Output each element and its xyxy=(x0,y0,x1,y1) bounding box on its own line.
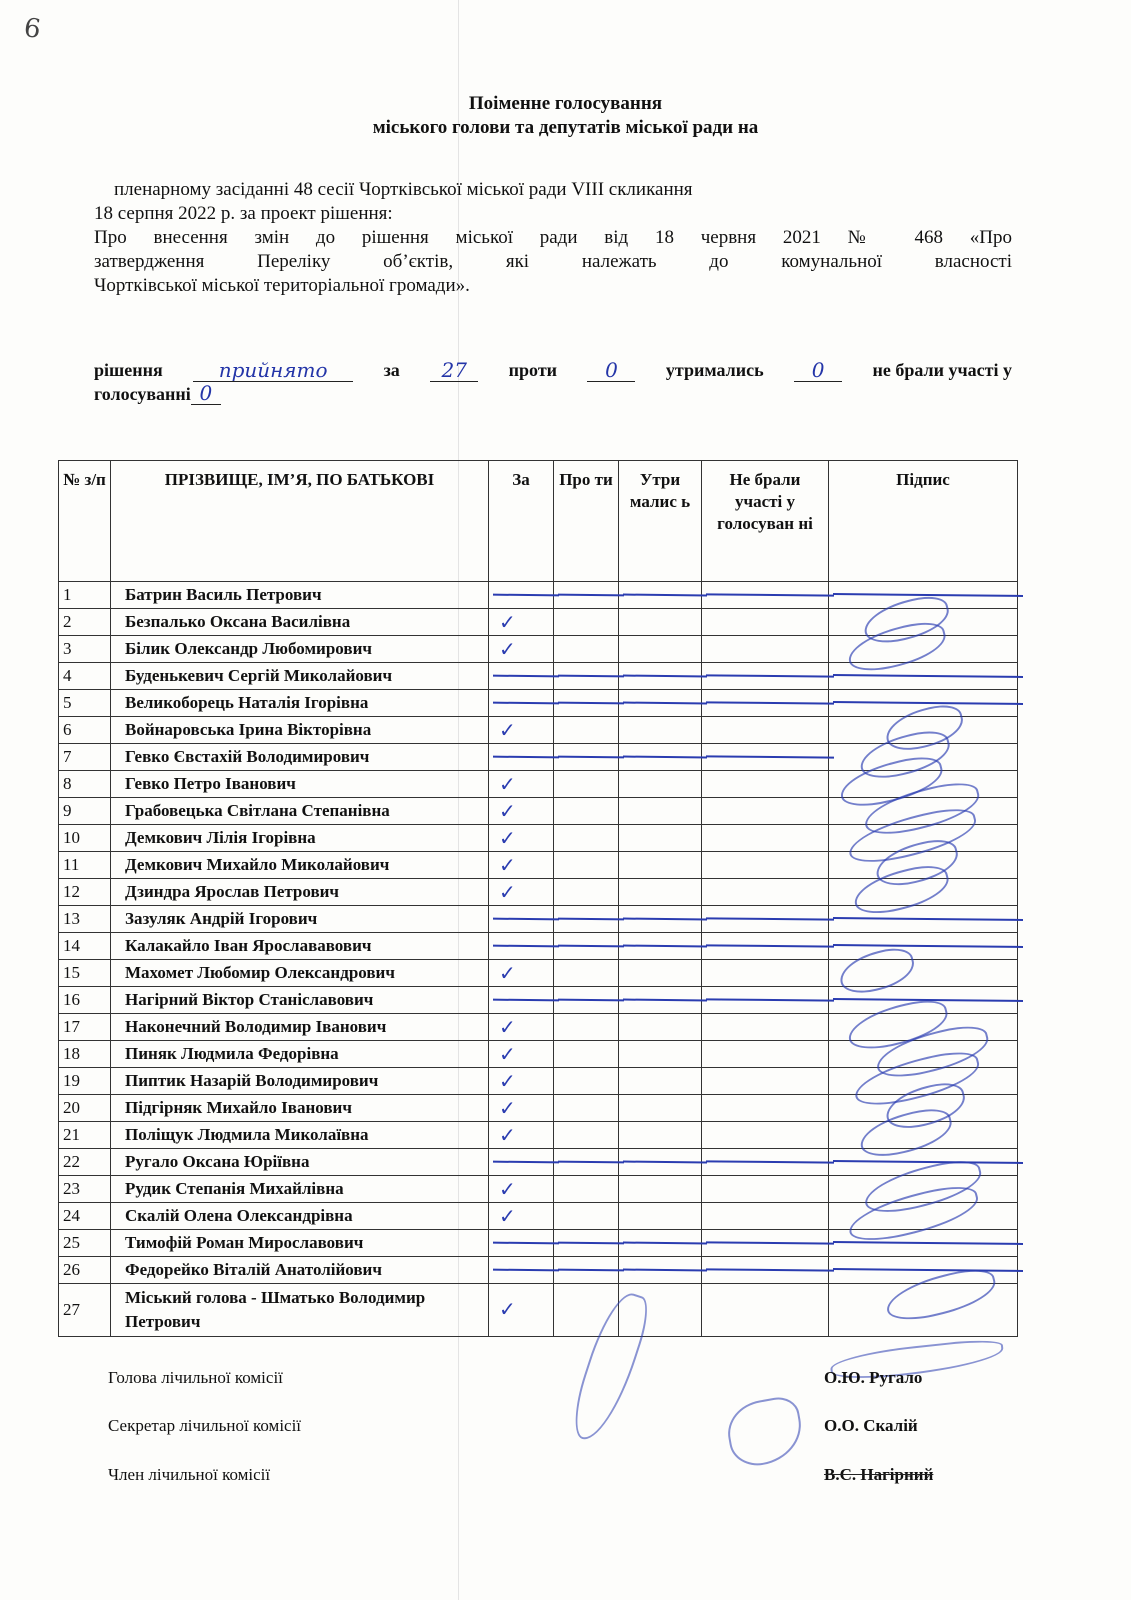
vote-abstained-cell xyxy=(619,717,702,744)
row-number: 23 xyxy=(59,1176,111,1203)
vote-against-cell xyxy=(554,609,619,636)
check-mark-icon: ✓ xyxy=(499,1042,516,1066)
table-row xyxy=(59,717,1018,744)
row-name: Пиняк Людмила Федорівна xyxy=(111,1041,489,1068)
vote-for-cell xyxy=(489,1122,554,1149)
table-row xyxy=(59,1149,1018,1176)
check-mark-icon: ✓ xyxy=(499,1297,516,1321)
vote-against-cell xyxy=(554,1095,619,1122)
vote-for-cell xyxy=(489,1041,554,1068)
absent-dash-line xyxy=(493,1242,559,1245)
vote-against-cell xyxy=(554,1014,619,1041)
vote-for-cell xyxy=(489,663,554,690)
vote-abstained-cell xyxy=(619,987,702,1014)
row-number: 2 xyxy=(59,609,111,636)
row-number: 18 xyxy=(59,1041,111,1068)
vote-for-cell xyxy=(489,636,554,663)
table-row xyxy=(59,879,1018,906)
table-row xyxy=(59,690,1018,717)
vote-for-cell xyxy=(489,1203,554,1230)
row-number: 11 xyxy=(59,852,111,879)
vote-not-participated-cell xyxy=(702,1176,829,1203)
vote-against-cell xyxy=(554,906,619,933)
vote-not-participated-cell xyxy=(702,987,829,1014)
header-against: Про ти xyxy=(554,461,619,582)
member-name: В.С. Нагірний xyxy=(824,1465,934,1484)
vote-abstained-cell xyxy=(619,852,702,879)
signature-cell xyxy=(829,1203,1018,1230)
chair-name: О.Ю. Ругало xyxy=(824,1368,923,1387)
vote-against-cell xyxy=(554,582,619,609)
vote-against-cell xyxy=(554,663,619,690)
not-participated-count-handwritten: 0 xyxy=(191,382,221,405)
row-name: Скалій Олена Олександрівна xyxy=(111,1203,489,1230)
vote-not-participated-cell xyxy=(702,1041,829,1068)
vote-for-cell xyxy=(489,906,554,933)
row-number: 10 xyxy=(59,825,111,852)
vote-not-participated-cell xyxy=(702,1122,829,1149)
absent-dash-line xyxy=(558,756,624,759)
row-name: Поліщук Людмила Миколаївна xyxy=(111,1122,489,1149)
signature-cell xyxy=(829,960,1018,987)
row-number: 4 xyxy=(59,663,111,690)
page-number-handwritten: 6 xyxy=(21,12,43,46)
vote-not-participated-cell xyxy=(702,852,829,879)
row-name: Підгірняк Михайло Іванович xyxy=(111,1095,489,1122)
vote-abstained-cell xyxy=(619,1230,702,1257)
vote-abstained-cell xyxy=(619,1203,702,1230)
vote-not-participated-cell xyxy=(702,1014,829,1041)
vote-against-cell xyxy=(554,933,619,960)
absent-dash-line xyxy=(623,918,707,921)
vote-against-cell xyxy=(554,1122,619,1149)
decision-label: рішення xyxy=(94,360,163,380)
absent-dash-line xyxy=(493,756,559,759)
absent-dash-line xyxy=(833,1241,1023,1245)
vote-for-cell xyxy=(489,1014,554,1041)
table-body xyxy=(59,582,1018,1337)
absent-dash-line xyxy=(623,1242,707,1245)
document-title-line-1: Поіменне голосування xyxy=(468,93,663,114)
row-name: Демкович Лілія Ігорівна xyxy=(111,825,489,852)
table-row xyxy=(59,1068,1018,1095)
absent-dash-line xyxy=(706,701,834,704)
absent-dash-line xyxy=(623,945,707,948)
row-number: 22 xyxy=(59,1149,111,1176)
vote-for-cell xyxy=(489,987,554,1014)
vote-for-cell xyxy=(489,1257,554,1284)
vote-against-cell xyxy=(554,879,619,906)
row-number: 15 xyxy=(59,960,111,987)
check-mark-icon: ✓ xyxy=(499,826,516,850)
vote-for-cell xyxy=(489,798,554,825)
header-signature: Підпис xyxy=(829,461,1018,582)
vote-not-participated-cell xyxy=(702,744,829,771)
signature-cell xyxy=(829,1122,1018,1149)
absent-dash-line xyxy=(493,1269,559,1272)
absent-dash-line xyxy=(833,701,1023,705)
header-name: ПРІЗВИЩЕ, ІМ’Я, ПО БАТЬКОВІ xyxy=(111,461,489,582)
row-name: Зазуляк Андрій Ігорович xyxy=(111,906,489,933)
table-row xyxy=(59,1203,1018,1230)
signature-cell xyxy=(829,879,1018,906)
row-name: Дзиндра Ярослав Петрович xyxy=(111,879,489,906)
row-number: 19 xyxy=(59,1068,111,1095)
absent-dash-line xyxy=(706,755,834,758)
row-name: Міський голова - Шматько Володимир Петрович xyxy=(111,1284,489,1337)
vote-not-participated-cell xyxy=(702,825,829,852)
intro-line-2: 18 серпня 2022 р. за проект рішення: xyxy=(94,203,393,224)
table-row xyxy=(59,906,1018,933)
vote-abstained-cell xyxy=(619,1041,702,1068)
row-name: Нагірний Віктор Станіславович xyxy=(111,987,489,1014)
table-row xyxy=(59,987,1018,1014)
absent-dash-line xyxy=(493,594,559,597)
check-mark-icon: ✓ xyxy=(499,637,516,661)
vote-not-participated-cell xyxy=(702,879,829,906)
table-row xyxy=(59,1257,1018,1284)
vote-abstained-cell xyxy=(619,798,702,825)
vote-not-participated-cell xyxy=(702,1230,829,1257)
vote-for-cell xyxy=(489,744,554,771)
absent-dash-line xyxy=(623,756,707,759)
row-number: 16 xyxy=(59,987,111,1014)
row-number: 25 xyxy=(59,1230,111,1257)
absent-dash-line xyxy=(706,674,834,677)
vote-against-cell xyxy=(554,690,619,717)
vote-against-cell xyxy=(554,987,619,1014)
row-name: Грабовецька Світлана Степанівна xyxy=(111,798,489,825)
table-row xyxy=(59,771,1018,798)
vote-not-participated-cell xyxy=(702,609,829,636)
table-row xyxy=(59,960,1018,987)
vote-for-cell xyxy=(489,960,554,987)
vote-not-participated-cell xyxy=(702,771,829,798)
document-title-line-2: міського голови та депутатів міської ради на xyxy=(372,117,759,138)
table-row xyxy=(59,1284,1018,1337)
vote-not-participated-cell xyxy=(702,906,829,933)
absent-dash-line xyxy=(706,944,834,947)
absent-dash-line xyxy=(833,1268,1023,1272)
check-mark-icon: ✓ xyxy=(499,880,516,904)
row-number: 13 xyxy=(59,906,111,933)
table-row xyxy=(59,1095,1018,1122)
check-mark-icon: ✓ xyxy=(499,853,516,877)
intro-line-3: Про внесення змін до рішення міської ради від 18 червня 2021 № 468 «Про xyxy=(94,227,1012,248)
signature-cell xyxy=(829,636,1018,663)
vote-not-participated-cell xyxy=(702,960,829,987)
table-header-row xyxy=(59,461,1018,582)
vote-abstained-cell xyxy=(619,744,702,771)
header-for: За xyxy=(489,461,554,582)
row-name: Великоборець Наталія Ігорівна xyxy=(111,690,489,717)
absent-dash-line xyxy=(558,1161,624,1164)
abstained-label: утримались xyxy=(665,360,764,380)
vote-abstained-cell xyxy=(619,1014,702,1041)
vote-for-cell xyxy=(489,690,554,717)
decision-handwritten: прийнято xyxy=(193,359,353,382)
row-name: Тимофій Роман Мирославович xyxy=(111,1230,489,1257)
signature-cell xyxy=(829,906,1018,933)
signature-cell xyxy=(829,1230,1018,1257)
vote-abstained-cell xyxy=(619,1176,702,1203)
check-mark-icon: ✓ xyxy=(499,772,516,796)
table-row xyxy=(59,609,1018,636)
row-number: 21 xyxy=(59,1122,111,1149)
row-number: 26 xyxy=(59,1257,111,1284)
absent-dash-line xyxy=(706,998,834,1001)
row-number: 8 xyxy=(59,771,111,798)
row-name: Гевко Євстахій Володимирович xyxy=(111,744,489,771)
row-number: 7 xyxy=(59,744,111,771)
vote-not-participated-cell xyxy=(702,933,829,960)
table-row xyxy=(59,1122,1018,1149)
absent-dash-line xyxy=(558,945,624,948)
row-name: Махомет Любомир Олександрович xyxy=(111,960,489,987)
check-mark-icon: ✓ xyxy=(499,961,516,985)
row-number: 9 xyxy=(59,798,111,825)
absent-dash-line xyxy=(706,917,834,920)
row-number: 3 xyxy=(59,636,111,663)
absent-dash-line xyxy=(493,1161,559,1164)
against-count-handwritten: 0 xyxy=(587,359,635,382)
vote-abstained-cell xyxy=(619,663,702,690)
vote-for-cell xyxy=(489,1095,554,1122)
absent-dash-line xyxy=(558,594,624,597)
vote-abstained-cell xyxy=(619,933,702,960)
absent-dash-line xyxy=(493,945,559,948)
absent-dash-line xyxy=(558,918,624,921)
row-number: 24 xyxy=(59,1203,111,1230)
not-participated-label-1: не брали участі у xyxy=(872,360,1012,380)
intro-line-1: пленарному засіданні 48 сесії Чортківської міської ради VIII скликання xyxy=(114,179,693,200)
row-name: Буденькевич Сергій Миколайович xyxy=(111,663,489,690)
vote-not-participated-cell xyxy=(702,798,829,825)
check-mark-icon: ✓ xyxy=(499,1123,516,1147)
vote-abstained-cell xyxy=(619,960,702,987)
row-name: Білик Олександр Любомирович xyxy=(111,636,489,663)
vote-for-cell xyxy=(489,582,554,609)
vote-not-participated-cell xyxy=(702,582,829,609)
vote-for-cell xyxy=(489,609,554,636)
for-label: за xyxy=(383,360,400,380)
vote-not-participated-cell xyxy=(702,1284,829,1337)
vote-abstained-cell xyxy=(619,825,702,852)
row-number: 14 xyxy=(59,933,111,960)
voting-result xyxy=(94,358,1012,406)
vote-abstained-cell xyxy=(619,1068,702,1095)
member-label: Член лічильної комісії xyxy=(108,1465,271,1484)
vote-abstained-cell xyxy=(619,879,702,906)
vote-abstained-cell xyxy=(619,771,702,798)
vote-not-participated-cell xyxy=(702,1257,829,1284)
roll-call-table xyxy=(58,460,1018,1337)
absent-dash-line xyxy=(623,1269,707,1272)
vote-against-cell xyxy=(554,852,619,879)
absent-dash-line xyxy=(493,999,559,1002)
check-mark-icon: ✓ xyxy=(499,1069,516,1093)
row-name: Рудик Степанія Михайлівна xyxy=(111,1176,489,1203)
vote-for-cell xyxy=(489,825,554,852)
vote-against-cell xyxy=(554,960,619,987)
vote-against-cell xyxy=(554,1257,619,1284)
check-mark-icon: ✓ xyxy=(499,610,516,634)
abstained-count-handwritten: 0 xyxy=(794,359,842,382)
for-count-handwritten: 27 xyxy=(430,359,478,382)
absent-dash-line xyxy=(493,702,559,705)
header-num: № з/п xyxy=(59,461,111,582)
absent-dash-line xyxy=(558,675,624,678)
signature-cell xyxy=(829,933,1018,960)
header-abstained: Утри малис ь xyxy=(619,461,702,582)
vote-not-participated-cell xyxy=(702,636,829,663)
table-row xyxy=(59,852,1018,879)
vote-for-cell xyxy=(489,852,554,879)
table-row xyxy=(59,798,1018,825)
vote-not-participated-cell xyxy=(702,1203,829,1230)
vote-abstained-cell xyxy=(619,1257,702,1284)
absent-dash-line xyxy=(706,1160,834,1163)
row-number: 17 xyxy=(59,1014,111,1041)
table-row xyxy=(59,825,1018,852)
absent-dash-line xyxy=(493,918,559,921)
check-mark-icon: ✓ xyxy=(499,1204,516,1228)
vote-against-cell xyxy=(554,1149,619,1176)
chair-label: Голова лічильної комісії xyxy=(108,1368,283,1387)
absent-dash-line xyxy=(833,944,1023,948)
vote-for-cell xyxy=(489,1284,554,1337)
vote-abstained-cell xyxy=(619,1122,702,1149)
vote-for-cell xyxy=(489,1149,554,1176)
row-number: 12 xyxy=(59,879,111,906)
vote-against-cell xyxy=(554,1176,619,1203)
absent-dash-line xyxy=(706,593,834,596)
absent-dash-line xyxy=(833,1160,1023,1164)
row-name: Демкович Михайло Миколайович xyxy=(111,852,489,879)
vote-against-cell xyxy=(554,798,619,825)
vote-against-cell xyxy=(554,636,619,663)
vote-abstained-cell xyxy=(619,690,702,717)
table-row xyxy=(59,1014,1018,1041)
row-number: 27 xyxy=(59,1284,111,1337)
signature-stroke-secretary xyxy=(723,1394,807,1470)
row-name: Гевко Петро Іванович xyxy=(111,771,489,798)
vote-against-cell xyxy=(554,771,619,798)
vote-abstained-cell xyxy=(619,582,702,609)
row-name: Безпалько Оксана Василівна xyxy=(111,609,489,636)
vote-for-cell xyxy=(489,1068,554,1095)
not-participated-label-2: голосуванні xyxy=(94,384,191,404)
vote-for-cell xyxy=(489,879,554,906)
vote-for-cell xyxy=(489,1176,554,1203)
vote-not-participated-cell xyxy=(702,1149,829,1176)
row-name: Наконечний Володимир Іванович xyxy=(111,1014,489,1041)
table-row xyxy=(59,582,1018,609)
absent-dash-line xyxy=(623,999,707,1002)
vote-for-cell xyxy=(489,933,554,960)
vote-not-participated-cell xyxy=(702,717,829,744)
row-number: 20 xyxy=(59,1095,111,1122)
absent-dash-line xyxy=(558,702,624,705)
table-row xyxy=(59,744,1018,771)
absent-dash-line xyxy=(623,675,707,678)
table-row xyxy=(59,1176,1018,1203)
vote-against-cell xyxy=(554,744,619,771)
vote-not-participated-cell xyxy=(702,663,829,690)
vote-not-participated-cell xyxy=(702,1068,829,1095)
vote-abstained-cell xyxy=(619,609,702,636)
check-mark-icon: ✓ xyxy=(499,1015,516,1039)
intro-block xyxy=(94,178,1012,298)
vote-abstained-cell xyxy=(619,1095,702,1122)
absent-dash-line xyxy=(493,675,559,678)
vote-for-cell xyxy=(489,717,554,744)
absent-dash-line xyxy=(833,674,1023,678)
intro-line-5: Чортківської міської територіальної громади». xyxy=(94,275,470,296)
vote-for-cell xyxy=(489,771,554,798)
vote-for-cell xyxy=(489,1230,554,1257)
row-number: 6 xyxy=(59,717,111,744)
vote-against-cell xyxy=(554,1068,619,1095)
absent-dash-line xyxy=(558,1269,624,1272)
vote-abstained-cell xyxy=(619,636,702,663)
against-label: проти xyxy=(508,360,558,380)
check-mark-icon: ✓ xyxy=(499,718,516,742)
secretary-label: Секретар лічильної комісії xyxy=(108,1416,302,1435)
row-name: Батрин Василь Петрович xyxy=(111,582,489,609)
vote-against-cell xyxy=(554,1230,619,1257)
secretary-name: О.О. Скалій xyxy=(824,1416,918,1435)
check-mark-icon: ✓ xyxy=(499,799,516,823)
vote-against-cell xyxy=(554,1203,619,1230)
vote-against-cell xyxy=(554,1041,619,1068)
vote-against-cell xyxy=(554,717,619,744)
absent-dash-line xyxy=(706,1241,834,1244)
absent-dash-line xyxy=(833,917,1023,921)
row-number: 1 xyxy=(59,582,111,609)
intro-line-4: затвердження Переліку об’єктів, які належать до комунальної власності xyxy=(94,251,1012,272)
row-name: Пиптик Назарій Володимирович xyxy=(111,1068,489,1095)
signature-cell xyxy=(829,663,1018,690)
vote-against-cell xyxy=(554,825,619,852)
absent-dash-line xyxy=(558,999,624,1002)
row-name: Войнаровська Ірина Вікторівна xyxy=(111,717,489,744)
header-not-voted: Не брали участі у голосуван ні xyxy=(702,461,829,582)
vote-not-participated-cell xyxy=(702,1095,829,1122)
row-name: Федорейко Віталій Анатолійович xyxy=(111,1257,489,1284)
absent-dash-line xyxy=(558,1242,624,1245)
table-row xyxy=(59,636,1018,663)
vote-abstained-cell xyxy=(619,1149,702,1176)
absent-dash-line xyxy=(623,702,707,705)
row-name: Ругало Оксана Юріївна xyxy=(111,1149,489,1176)
row-number: 5 xyxy=(59,690,111,717)
table-row xyxy=(59,1041,1018,1068)
absent-dash-line xyxy=(706,1268,834,1271)
row-name: Калакайло Іван Ярослававович xyxy=(111,933,489,960)
absent-dash-line xyxy=(623,1161,707,1164)
vote-not-participated-cell xyxy=(702,690,829,717)
signature-cell xyxy=(829,1284,1018,1337)
check-mark-icon: ✓ xyxy=(499,1096,516,1120)
table-row xyxy=(59,663,1018,690)
table-row xyxy=(59,1230,1018,1257)
check-mark-icon: ✓ xyxy=(499,1177,516,1201)
absent-dash-line xyxy=(623,594,707,597)
vote-abstained-cell xyxy=(619,906,702,933)
